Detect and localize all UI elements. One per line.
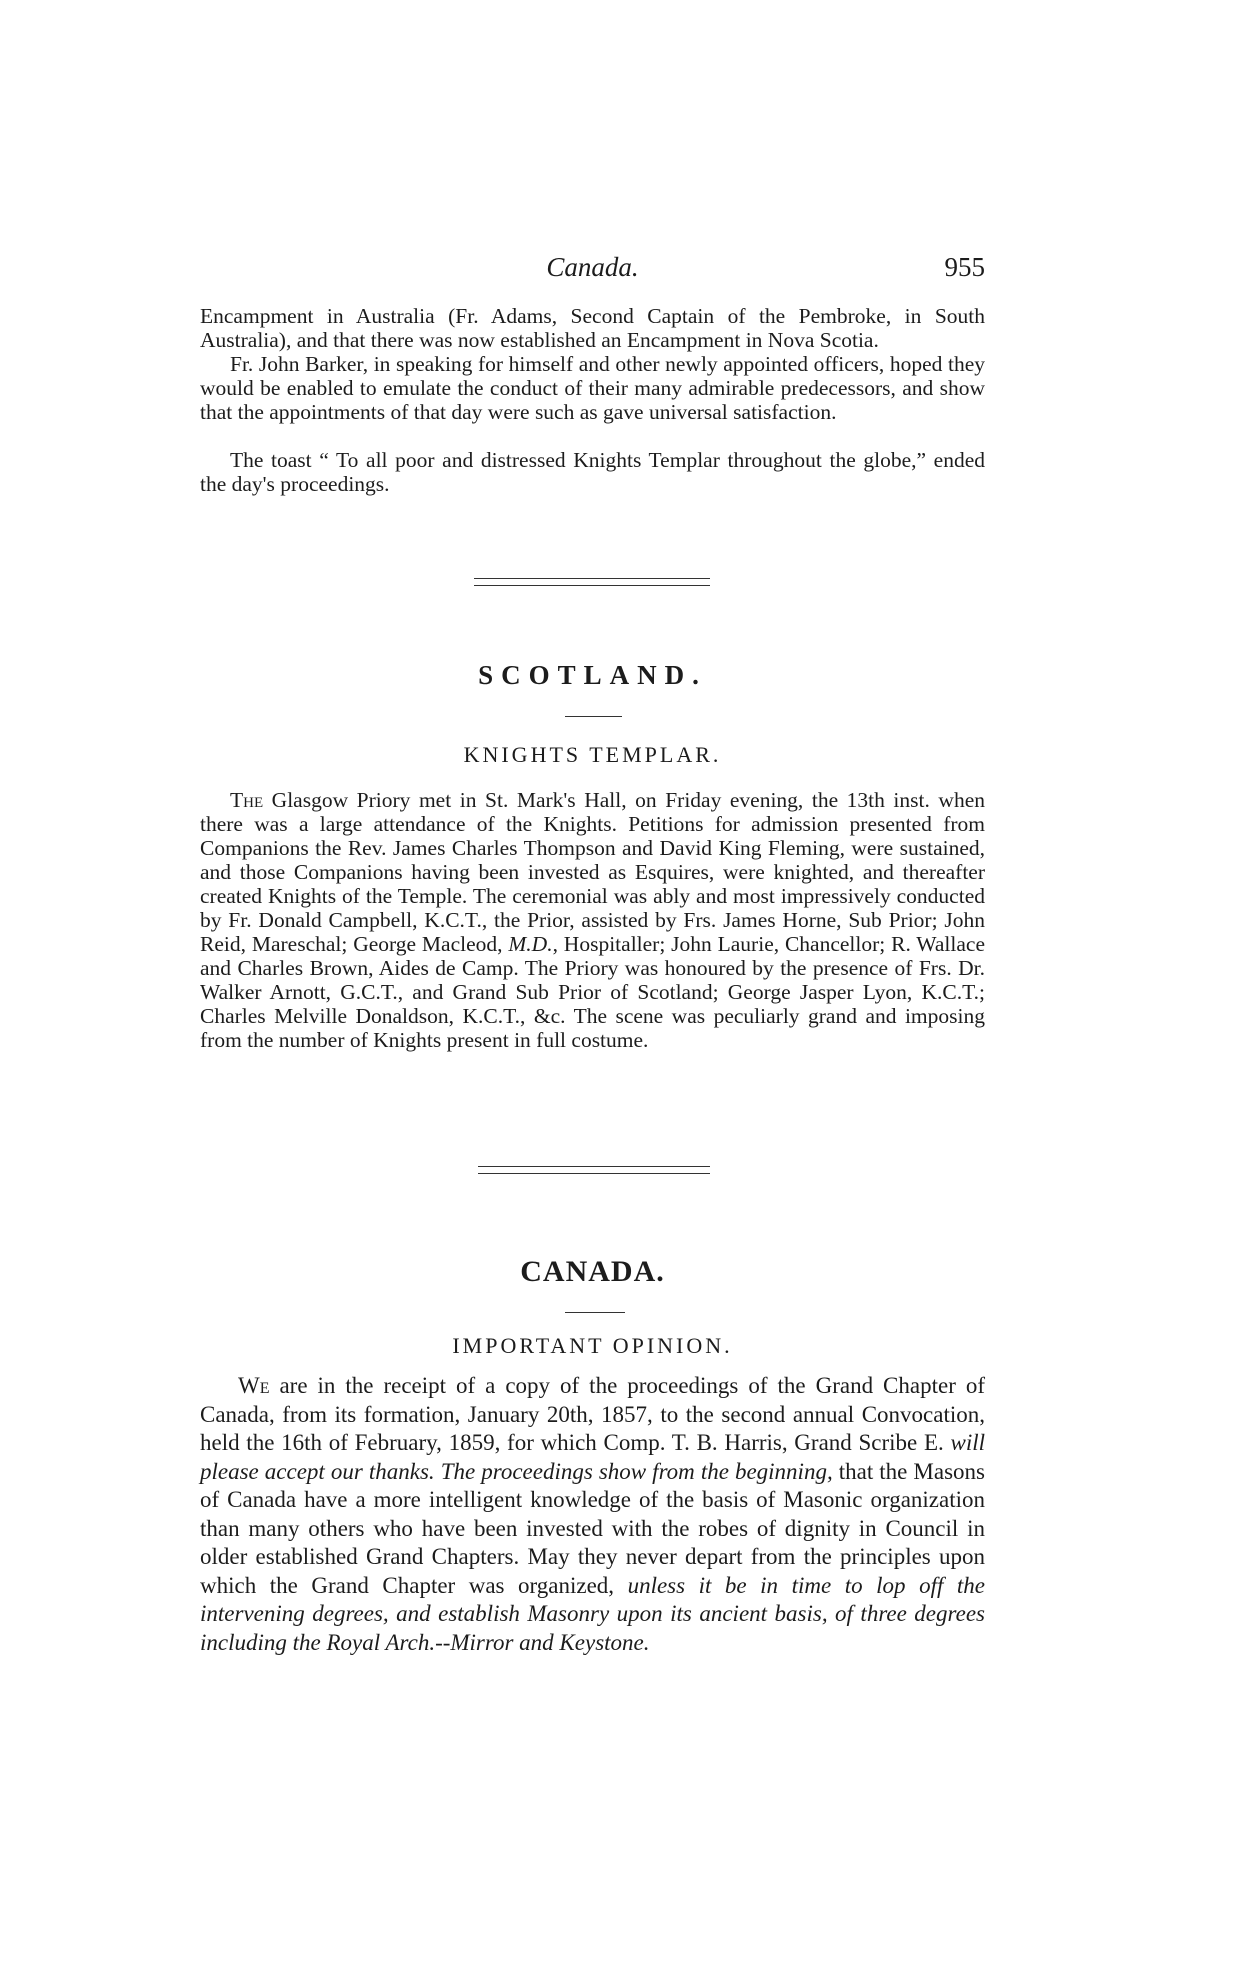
running-head	[200, 252, 985, 286]
scotland-body-end: , Hospitaller; John Laurie, Chancellor; R. Wallace and Charles Brown, Aides de Camp. The Priory was honoured by the presence of Frs. Dr. Walker Arnott, G.C.T., and Grand Sub Prior of Scotland; George Jasper Lyon, K.C.T.; Charles Melville Donaldson, K.C.T., &c. The scene was peculiarly grand and imposing from the number of Knights present in full costume.	[200, 932, 985, 1052]
canada-italic-2: unless it be in time to lop off the intervening degrees, and establish Masonry upon its ancient basis, of three degrees including the Royal Arch.--Mirror and Keystone.	[200, 1572, 985, 1655]
intro-paragraph-2: Fr. John Barker, in speaking for himself and other newly appointed officers, hoped they would be enabled to emulate the conduct of their many admirable predecessors, and show that the appointments of that day were such as gave universal satisfaction.	[200, 352, 985, 424]
canada-body-2: that the Masons of Canada have a more intelligent knowledge of the basis of Masonic organization than many others who have been invested with the robes of dignity in Council in older established Grand Chapters. May they never depart from the principles upon which the Grand Chapter was organized,	[200, 1458, 985, 1598]
canada-lead-word: We	[238, 1373, 270, 1398]
important-opinion-subheading: IMPORTANT OPINION.	[452, 1333, 733, 1358]
canada-heading-rule	[565, 1312, 625, 1313]
scotland-md: M.D.	[508, 932, 553, 956]
canada-paragraph	[200, 1372, 985, 1657]
intro-paragraph-1: Encampment in Australia (Fr. Adams, Second Captain of the Pembroke, in South Australia), and that there was now established an Encampment in Nova Scotia.	[200, 304, 985, 352]
scotland-lead-word: The	[230, 788, 264, 812]
scotland-heading-rule	[565, 716, 622, 717]
scotland-paragraph	[200, 788, 985, 1052]
scotland-heading: SCOTLAND.	[478, 660, 707, 690]
running-head-title: Canada.	[546, 252, 639, 282]
scotland-body: Glasgow Priory met in St. Mark's Hall, on Friday evening, the 13th inst. when there was a large attendance of the Knights. Petitions for admission presented from Companions the Rev. James Charles Thompson and David King Fleming, were sustained, and those Companions having been invested as Esquires, were knighted, and thereafter created Knights of the Temple. The ceremonial was ably and most impressively conducted by Fr. Donald Campbell, K.C.T., the Prior, assisted by Frs. James Horne, Sub Prior; John Reid, Mareschal; George Macleod,	[200, 788, 985, 956]
canada-body: are in the receipt of a copy of the proceedings of the Grand Chapter of Canada, from its formation, January 20th, 1857, to the second annual Convocation, held the 16th of February, 1859, for which Comp. T. B. Harris, Grand Scribe E.	[200, 1373, 985, 1455]
knights-templar-subheading: KNIGHTS TEMPLAR.	[463, 742, 722, 767]
section-divider-1	[474, 578, 710, 586]
section-divider-2	[478, 1166, 710, 1174]
canada-italic-1: will please accept our thanks. The proceedings show from the beginning,	[200, 1430, 985, 1484]
intro-paragraph-3: The toast “ To all poor and distressed Knights Templar throughout the globe,” ended the day's proceedings.	[200, 448, 985, 496]
page-number: 955	[944, 252, 985, 282]
canada-heading: CANADA.	[520, 1255, 665, 1288]
